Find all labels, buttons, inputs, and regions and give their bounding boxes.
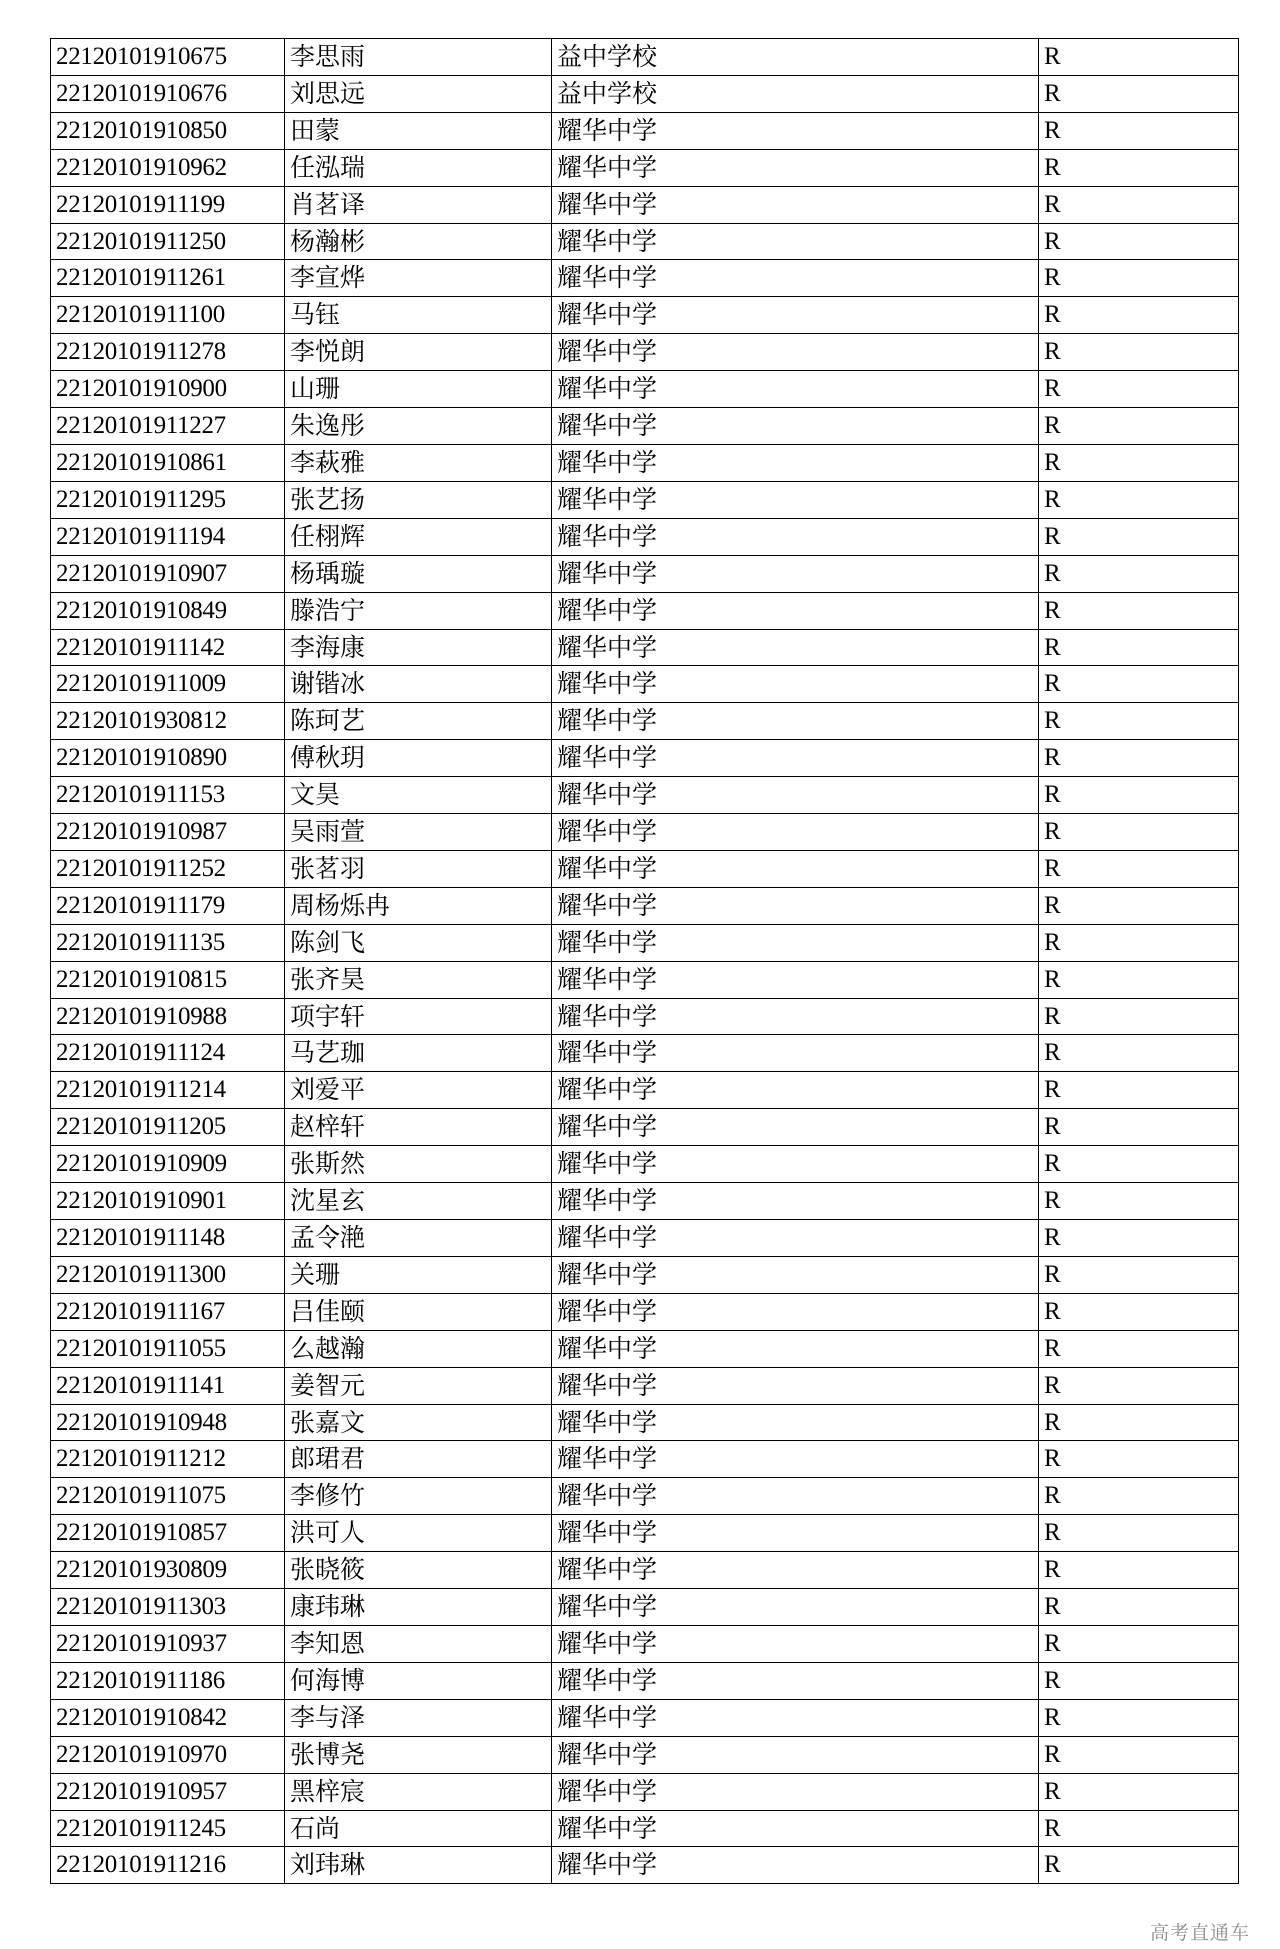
table-row bbox=[51, 703, 1239, 740]
student-name-cell: 黑梓宸 bbox=[285, 1773, 552, 1810]
table-row bbox=[51, 666, 1239, 703]
table-row bbox=[51, 149, 1239, 186]
student-name-cell: 洪可人 bbox=[285, 1515, 552, 1552]
table-row bbox=[51, 1404, 1239, 1441]
student-name-cell: 么越瀚 bbox=[285, 1330, 552, 1367]
student-name-cell: 马钰 bbox=[285, 297, 552, 334]
student-name-cell: 张齐昊 bbox=[285, 961, 552, 998]
student-id-cell: 22120101910890 bbox=[51, 740, 285, 777]
mark-cell: R bbox=[1039, 666, 1239, 703]
mark-cell: R bbox=[1039, 887, 1239, 924]
mark-cell: R bbox=[1039, 1699, 1239, 1736]
student-name-cell: 李思雨 bbox=[285, 39, 552, 76]
student-id-cell: 22120101911142 bbox=[51, 629, 285, 666]
student-name-cell: 李萩雅 bbox=[285, 444, 552, 481]
roster-sheet bbox=[50, 38, 1238, 1884]
school-cell: 耀华中学 bbox=[552, 740, 1039, 777]
student-name-cell: 何海博 bbox=[285, 1662, 552, 1699]
table-row bbox=[51, 814, 1239, 851]
school-cell: 益中学校 bbox=[552, 75, 1039, 112]
school-cell: 耀华中学 bbox=[552, 998, 1039, 1035]
student-id-cell: 22120101910948 bbox=[51, 1404, 285, 1441]
student-name-cell: 任栩辉 bbox=[285, 518, 552, 555]
student-id-cell: 22120101911261 bbox=[51, 260, 285, 297]
student-id-cell: 22120101910857 bbox=[51, 1515, 285, 1552]
table-row bbox=[51, 408, 1239, 445]
mark-cell: R bbox=[1039, 481, 1239, 518]
table-row bbox=[51, 998, 1239, 1035]
mark-cell: R bbox=[1039, 1256, 1239, 1293]
table-row bbox=[51, 1109, 1239, 1146]
student-id-cell: 22120101911167 bbox=[51, 1293, 285, 1330]
mark-cell: R bbox=[1039, 1109, 1239, 1146]
table-row bbox=[51, 481, 1239, 518]
table-row bbox=[51, 1035, 1239, 1072]
student-id-cell: 22120101910676 bbox=[51, 75, 285, 112]
student-id-cell: 22120101910987 bbox=[51, 814, 285, 851]
student-id-cell: 22120101910937 bbox=[51, 1625, 285, 1662]
school-cell: 耀华中学 bbox=[552, 1183, 1039, 1220]
school-cell: 耀华中学 bbox=[552, 1404, 1039, 1441]
school-cell: 耀华中学 bbox=[552, 1256, 1039, 1293]
student-id-cell: 22120101910850 bbox=[51, 112, 285, 149]
school-cell: 耀华中学 bbox=[552, 1699, 1039, 1736]
school-cell: 耀华中学 bbox=[552, 777, 1039, 814]
mark-cell: R bbox=[1039, 39, 1239, 76]
student-name-cell: 赵梓轩 bbox=[285, 1109, 552, 1146]
school-cell: 耀华中学 bbox=[552, 1330, 1039, 1367]
student-name-cell: 李悦朗 bbox=[285, 334, 552, 371]
table-row bbox=[51, 1220, 1239, 1257]
school-cell: 耀华中学 bbox=[552, 223, 1039, 260]
table-row bbox=[51, 223, 1239, 260]
school-cell: 耀华中学 bbox=[552, 1810, 1039, 1847]
table-row bbox=[51, 75, 1239, 112]
table-row bbox=[51, 1625, 1239, 1662]
mark-cell: R bbox=[1039, 1736, 1239, 1773]
student-id-cell: 22120101910962 bbox=[51, 149, 285, 186]
student-name-cell: 杨瀚彬 bbox=[285, 223, 552, 260]
student-name-cell: 张茗羽 bbox=[285, 850, 552, 887]
student-id-cell: 22120101910907 bbox=[51, 555, 285, 592]
school-cell: 耀华中学 bbox=[552, 924, 1039, 961]
school-cell: 耀华中学 bbox=[552, 371, 1039, 408]
mark-cell: R bbox=[1039, 1589, 1239, 1626]
table-row bbox=[51, 887, 1239, 924]
student-name-cell: 杨瑀璇 bbox=[285, 555, 552, 592]
table-row bbox=[51, 1810, 1239, 1847]
school-cell: 耀华中学 bbox=[552, 1773, 1039, 1810]
school-cell: 耀华中学 bbox=[552, 814, 1039, 851]
mark-cell: R bbox=[1039, 260, 1239, 297]
student-name-cell: 陈剑飞 bbox=[285, 924, 552, 961]
student-name-cell: 李海康 bbox=[285, 629, 552, 666]
mark-cell: R bbox=[1039, 1404, 1239, 1441]
table-row bbox=[51, 334, 1239, 371]
student-id-cell: 22120101911214 bbox=[51, 1072, 285, 1109]
school-cell: 耀华中学 bbox=[552, 1220, 1039, 1257]
school-cell: 耀华中学 bbox=[552, 1847, 1039, 1884]
table-row bbox=[51, 518, 1239, 555]
table-row bbox=[51, 1589, 1239, 1626]
student-name-cell: 郎珺君 bbox=[285, 1441, 552, 1478]
student-id-cell: 22120101910901 bbox=[51, 1183, 285, 1220]
student-id-cell: 22120101911186 bbox=[51, 1662, 285, 1699]
school-cell: 耀华中学 bbox=[552, 334, 1039, 371]
student-id-cell: 22120101911303 bbox=[51, 1589, 285, 1626]
school-cell: 耀华中学 bbox=[552, 1662, 1039, 1699]
school-cell: 耀华中学 bbox=[552, 1293, 1039, 1330]
student-name-cell: 张嘉文 bbox=[285, 1404, 552, 1441]
student-id-cell: 22120101910849 bbox=[51, 592, 285, 629]
mark-cell: R bbox=[1039, 998, 1239, 1035]
student-id-cell: 22120101911216 bbox=[51, 1847, 285, 1884]
school-cell: 耀华中学 bbox=[552, 481, 1039, 518]
school-cell: 耀华中学 bbox=[552, 1035, 1039, 1072]
table-row bbox=[51, 1478, 1239, 1515]
student-name-cell: 李知恩 bbox=[285, 1625, 552, 1662]
student-name-cell: 吕佳颐 bbox=[285, 1293, 552, 1330]
school-cell: 耀华中学 bbox=[552, 260, 1039, 297]
watermark-logo-text: 高考直通车 bbox=[1149, 1922, 1250, 1944]
mark-cell: R bbox=[1039, 1072, 1239, 1109]
student-name-cell: 张斯然 bbox=[285, 1146, 552, 1183]
student-id-cell: 22120101911199 bbox=[51, 186, 285, 223]
mark-cell: R bbox=[1039, 297, 1239, 334]
student-name-cell: 李修竹 bbox=[285, 1478, 552, 1515]
student-name-cell: 张博尧 bbox=[285, 1736, 552, 1773]
student-id-cell: 22120101911009 bbox=[51, 666, 285, 703]
table-row bbox=[51, 1736, 1239, 1773]
student-id-cell: 22120101930812 bbox=[51, 703, 285, 740]
student-name-cell: 沈星玄 bbox=[285, 1183, 552, 1220]
school-cell: 耀华中学 bbox=[552, 1589, 1039, 1626]
student-name-cell: 刘思远 bbox=[285, 75, 552, 112]
school-cell: 耀华中学 bbox=[552, 1146, 1039, 1183]
mark-cell: R bbox=[1039, 1330, 1239, 1367]
mark-cell: R bbox=[1039, 186, 1239, 223]
table-row bbox=[51, 555, 1239, 592]
roster-table bbox=[50, 38, 1239, 1884]
mark-cell: R bbox=[1039, 850, 1239, 887]
school-cell: 耀华中学 bbox=[552, 629, 1039, 666]
mark-cell: R bbox=[1039, 1035, 1239, 1072]
mark-cell: R bbox=[1039, 1810, 1239, 1847]
student-name-cell: 朱逸彤 bbox=[285, 408, 552, 445]
table-row bbox=[51, 924, 1239, 961]
school-cell: 耀华中学 bbox=[552, 1552, 1039, 1589]
school-cell: 耀华中学 bbox=[552, 149, 1039, 186]
student-name-cell: 任泓瑞 bbox=[285, 149, 552, 186]
student-name-cell: 张晓筱 bbox=[285, 1552, 552, 1589]
table-row bbox=[51, 850, 1239, 887]
mark-cell: R bbox=[1039, 1625, 1239, 1662]
mark-cell: R bbox=[1039, 518, 1239, 555]
student-id-cell: 22120101911179 bbox=[51, 887, 285, 924]
table-row bbox=[51, 297, 1239, 334]
school-cell: 耀华中学 bbox=[552, 961, 1039, 998]
mark-cell: R bbox=[1039, 444, 1239, 481]
mark-cell: R bbox=[1039, 777, 1239, 814]
student-id-cell: 22120101910988 bbox=[51, 998, 285, 1035]
student-name-cell: 谢锴冰 bbox=[285, 666, 552, 703]
mark-cell: R bbox=[1039, 1220, 1239, 1257]
school-cell: 耀华中学 bbox=[552, 1109, 1039, 1146]
table-row bbox=[51, 1847, 1239, 1884]
mark-cell: R bbox=[1039, 1847, 1239, 1884]
mark-cell: R bbox=[1039, 1478, 1239, 1515]
student-id-cell: 22120101911135 bbox=[51, 924, 285, 961]
student-id-cell: 22120101930809 bbox=[51, 1552, 285, 1589]
student-name-cell: 肖茗译 bbox=[285, 186, 552, 223]
mark-cell: R bbox=[1039, 703, 1239, 740]
school-cell: 耀华中学 bbox=[552, 408, 1039, 445]
mark-cell: R bbox=[1039, 555, 1239, 592]
student-id-cell: 22120101910970 bbox=[51, 1736, 285, 1773]
student-name-cell: 孟令滟 bbox=[285, 1220, 552, 1257]
table-row bbox=[51, 592, 1239, 629]
school-cell: 耀华中学 bbox=[552, 555, 1039, 592]
mark-cell: R bbox=[1039, 371, 1239, 408]
table-row bbox=[51, 1367, 1239, 1404]
table-row bbox=[51, 444, 1239, 481]
student-name-cell: 刘爱平 bbox=[285, 1072, 552, 1109]
student-id-cell: 22120101911124 bbox=[51, 1035, 285, 1072]
school-cell: 益中学校 bbox=[552, 39, 1039, 76]
school-cell: 耀华中学 bbox=[552, 444, 1039, 481]
school-cell: 耀华中学 bbox=[552, 1515, 1039, 1552]
school-cell: 耀华中学 bbox=[552, 186, 1039, 223]
mark-cell: R bbox=[1039, 75, 1239, 112]
school-cell: 耀华中学 bbox=[552, 1625, 1039, 1662]
mark-cell: R bbox=[1039, 1183, 1239, 1220]
student-name-cell: 田蒙 bbox=[285, 112, 552, 149]
table-row bbox=[51, 1072, 1239, 1109]
school-cell: 耀华中学 bbox=[552, 703, 1039, 740]
school-cell: 耀华中学 bbox=[552, 1441, 1039, 1478]
student-id-cell: 22120101910861 bbox=[51, 444, 285, 481]
mark-cell: R bbox=[1039, 1515, 1239, 1552]
mark-cell: R bbox=[1039, 592, 1239, 629]
school-cell: 耀华中学 bbox=[552, 518, 1039, 555]
student-name-cell: 山珊 bbox=[285, 371, 552, 408]
mark-cell: R bbox=[1039, 1146, 1239, 1183]
table-row bbox=[51, 39, 1239, 76]
student-id-cell: 22120101911245 bbox=[51, 1810, 285, 1847]
table-row bbox=[51, 1773, 1239, 1810]
table-row bbox=[51, 1441, 1239, 1478]
student-name-cell: 陈珂艺 bbox=[285, 703, 552, 740]
student-id-cell: 22120101911194 bbox=[51, 518, 285, 555]
student-id-cell: 22120101910957 bbox=[51, 1773, 285, 1810]
table-row bbox=[51, 260, 1239, 297]
student-name-cell: 李与泽 bbox=[285, 1699, 552, 1736]
student-name-cell: 傅秋玥 bbox=[285, 740, 552, 777]
table-row bbox=[51, 629, 1239, 666]
student-id-cell: 22120101911212 bbox=[51, 1441, 285, 1478]
student-name-cell: 滕浩宁 bbox=[285, 592, 552, 629]
school-cell: 耀华中学 bbox=[552, 592, 1039, 629]
school-cell: 耀华中学 bbox=[552, 1367, 1039, 1404]
mark-cell: R bbox=[1039, 961, 1239, 998]
mark-cell: R bbox=[1039, 1441, 1239, 1478]
mark-cell: R bbox=[1039, 112, 1239, 149]
mark-cell: R bbox=[1039, 223, 1239, 260]
student-name-cell: 张艺扬 bbox=[285, 481, 552, 518]
mark-cell: R bbox=[1039, 1662, 1239, 1699]
mark-cell: R bbox=[1039, 924, 1239, 961]
school-cell: 耀华中学 bbox=[552, 850, 1039, 887]
mark-cell: R bbox=[1039, 334, 1239, 371]
student-id-cell: 22120101910675 bbox=[51, 39, 285, 76]
student-id-cell: 22120101911252 bbox=[51, 850, 285, 887]
school-cell: 耀华中学 bbox=[552, 1478, 1039, 1515]
student-id-cell: 22120101910909 bbox=[51, 1146, 285, 1183]
school-cell: 耀华中学 bbox=[552, 887, 1039, 924]
table-row bbox=[51, 371, 1239, 408]
table-row bbox=[51, 777, 1239, 814]
student-id-cell: 22120101911227 bbox=[51, 408, 285, 445]
student-id-cell: 22120101911075 bbox=[51, 1478, 285, 1515]
student-id-cell: 22120101910900 bbox=[51, 371, 285, 408]
student-id-cell: 22120101910842 bbox=[51, 1699, 285, 1736]
table-row bbox=[51, 1330, 1239, 1367]
mark-cell: R bbox=[1039, 1367, 1239, 1404]
school-cell: 耀华中学 bbox=[552, 1736, 1039, 1773]
student-name-cell: 马艺珈 bbox=[285, 1035, 552, 1072]
student-name-cell: 文昊 bbox=[285, 777, 552, 814]
mark-cell: R bbox=[1039, 814, 1239, 851]
student-id-cell: 22120101911250 bbox=[51, 223, 285, 260]
student-name-cell: 周杨烁冉 bbox=[285, 887, 552, 924]
mark-cell: R bbox=[1039, 1773, 1239, 1810]
student-id-cell: 22120101911278 bbox=[51, 334, 285, 371]
table-row bbox=[51, 112, 1239, 149]
student-id-cell: 22120101911141 bbox=[51, 1367, 285, 1404]
table-row bbox=[51, 740, 1239, 777]
table-row bbox=[51, 1552, 1239, 1589]
student-name-cell: 项宇轩 bbox=[285, 998, 552, 1035]
table-row bbox=[51, 1662, 1239, 1699]
table-row bbox=[51, 961, 1239, 998]
mark-cell: R bbox=[1039, 408, 1239, 445]
student-id-cell: 22120101910815 bbox=[51, 961, 285, 998]
table-row bbox=[51, 1699, 1239, 1736]
student-id-cell: 22120101911295 bbox=[51, 481, 285, 518]
student-id-cell: 22120101911205 bbox=[51, 1109, 285, 1146]
student-name-cell: 康玮琳 bbox=[285, 1589, 552, 1626]
student-name-cell: 刘玮琳 bbox=[285, 1847, 552, 1884]
table-row bbox=[51, 1256, 1239, 1293]
table-row bbox=[51, 186, 1239, 223]
mark-cell: R bbox=[1039, 740, 1239, 777]
student-name-cell: 石尚 bbox=[285, 1810, 552, 1847]
table-row bbox=[51, 1146, 1239, 1183]
student-name-cell: 李宣烨 bbox=[285, 260, 552, 297]
table-row bbox=[51, 1183, 1239, 1220]
mark-cell: R bbox=[1039, 629, 1239, 666]
student-name-cell: 吴雨萱 bbox=[285, 814, 552, 851]
student-id-cell: 22120101911055 bbox=[51, 1330, 285, 1367]
school-cell: 耀华中学 bbox=[552, 112, 1039, 149]
student-name-cell: 关珊 bbox=[285, 1256, 552, 1293]
student-name-cell: 姜智元 bbox=[285, 1367, 552, 1404]
school-cell: 耀华中学 bbox=[552, 666, 1039, 703]
table-row bbox=[51, 1515, 1239, 1552]
mark-cell: R bbox=[1039, 1293, 1239, 1330]
school-cell: 耀华中学 bbox=[552, 297, 1039, 334]
student-id-cell: 22120101911100 bbox=[51, 297, 285, 334]
student-id-cell: 22120101911148 bbox=[51, 1220, 285, 1257]
student-id-cell: 22120101911153 bbox=[51, 777, 285, 814]
mark-cell: R bbox=[1039, 149, 1239, 186]
table-row bbox=[51, 1293, 1239, 1330]
roster-table-body bbox=[51, 39, 1239, 1884]
mark-cell: R bbox=[1039, 1552, 1239, 1589]
student-id-cell: 22120101911300 bbox=[51, 1256, 285, 1293]
school-cell: 耀华中学 bbox=[552, 1072, 1039, 1109]
